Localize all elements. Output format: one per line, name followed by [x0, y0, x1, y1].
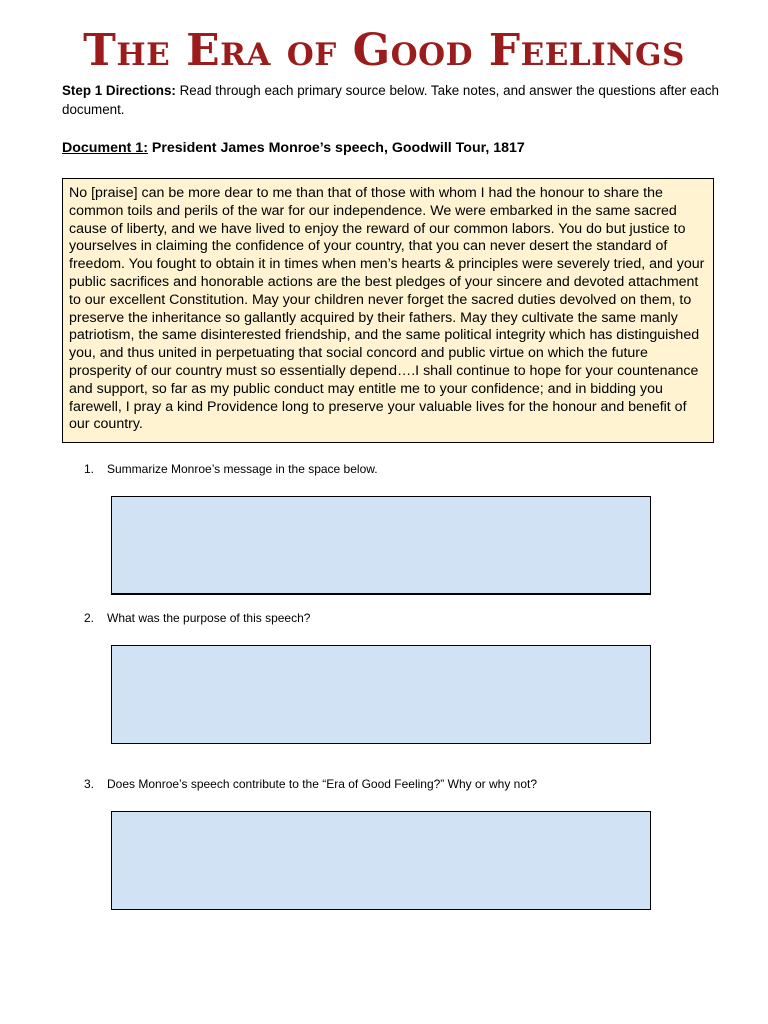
- question-2: [84, 610, 704, 626]
- directions-text: Read through each primary source below. Take notes, and answer the questions after each document.: [62, 83, 720, 117]
- question-text: What was the purpose of this speech?: [107, 611, 311, 625]
- directions: [62, 81, 722, 119]
- question-number: 1.: [84, 462, 95, 476]
- document-title: President James Monroe’s speech, Goodwill Tour, 1817: [147, 140, 525, 156]
- question-text: Does Monroe’s speech contribute to the “Era of Good Feeling?” Why or why not?: [107, 777, 538, 791]
- answer-box-3[interactable]: [111, 811, 651, 910]
- primary-source-text: No [praise] can be more dear to me than that of those with whom I had the honour to share the common toils and perils of the war for our independence. We were embarked in the same sacred cause of liberty, and we have lived to enjoy the reward of our common labors. You do but justice to yourselves in claiming the confidence of your country, that you can never desert the standard of freedom. You fought to obtain it in times when men’s hearts & principles were severely tried, and your public sacrifices and honorable actions are the best pledges of your sincere and devoted attachment to our excellent Constitution. May your children never forget the sacred duties devolved on them, to preserve the inheritance so gallantly acquired by their fathers. May they cultivate the same manly patriotism, the same disinterested friendship, and the same political integrity which has distinguished you, and thus united in perpetuating that social concord and public virtue on which the future prosperity of our country must so essentially depend….I shall continue to hope for your countenance and support, so far as my public conduct may entitle me to your confidence; and in bidding you farewell, I pray a kind Providence long to preserve your valuable lives for the honour and benefit of our country.: [62, 178, 714, 443]
- page-title: The Era of Good Feelings: [83, 25, 685, 76]
- question-1: [84, 461, 704, 477]
- answer-box-2[interactable]: [111, 645, 651, 744]
- question-number: 3.: [84, 777, 95, 791]
- answer-box-1[interactable]: [111, 496, 651, 595]
- document-heading: [62, 139, 722, 158]
- question-3: [84, 776, 704, 792]
- document-label: Document 1:: [62, 140, 148, 156]
- question-text: Summarize Monroe’s message in the space below.: [107, 462, 378, 476]
- directions-label: Step 1 Directions:: [62, 83, 176, 98]
- question-number: 2.: [84, 611, 95, 625]
